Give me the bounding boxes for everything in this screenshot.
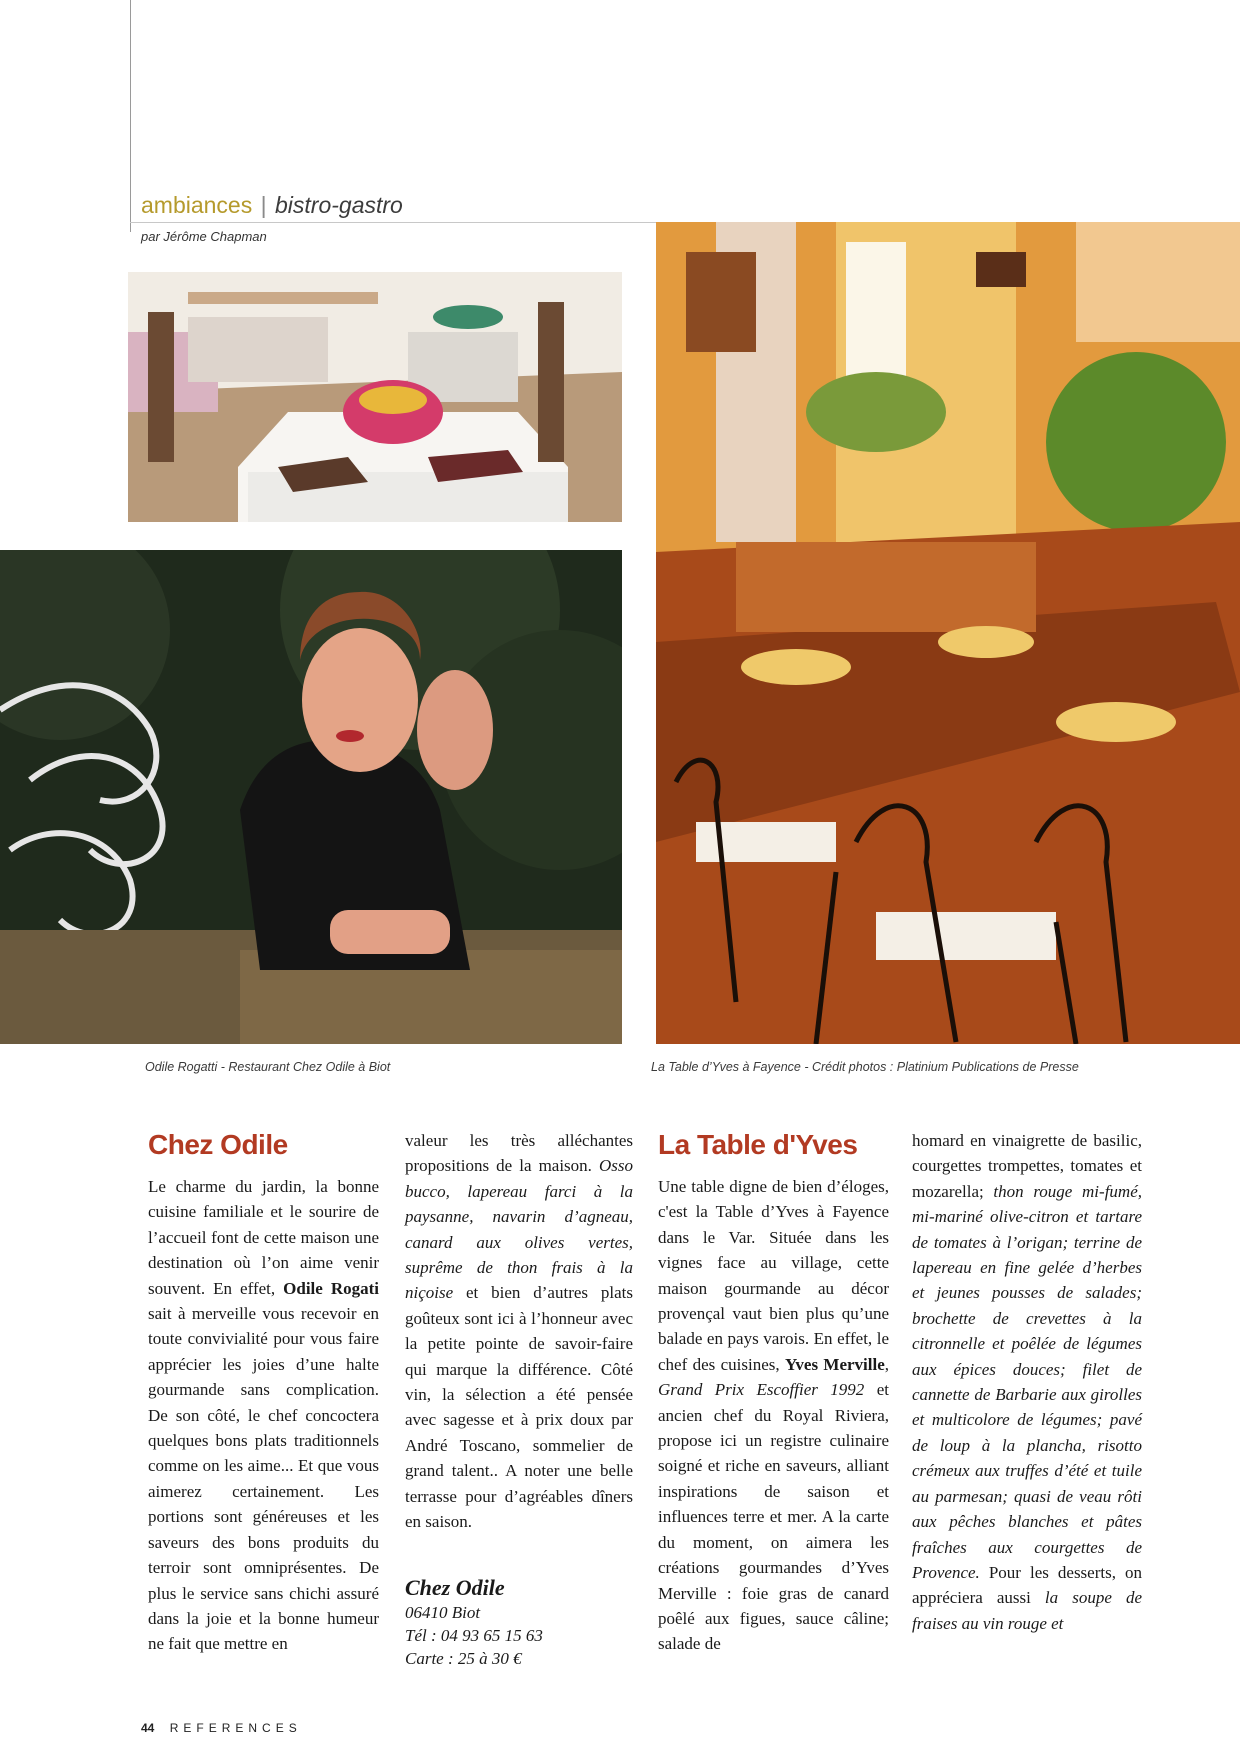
article-body: Le charme du jardin, la bonne cuisine familiale et le sourire de l’accueil font de cette maison une destination où l’on aime venir souvent. En effet, Odile Rogati sait à merveille vous recevoir en toute convivialité pour vous faire apprécier les joies d’une halte gourmande sans complication. De son côté, le chef concoctera quelques bons plats traditionnels comme on les aime... Et que vous aimerez certainement. Les portions sont généreuses et les saveurs des bons produits du terroir sont omniprésentes. De plus le service sans chichi assuré dans la joie et la bonne humeur ne fait que mettre en (148, 1177, 379, 1654)
address-name: Chez Odile (405, 1574, 505, 1600)
vertical-rule (130, 0, 131, 232)
caption-right: La Table d’Yves à Fayence - Crédit photos : Platinium Publications de Presse (651, 1060, 1079, 1074)
article-table-yves-col3 (658, 1128, 889, 1657)
article-table-yves-col4 (912, 1128, 1142, 1636)
article-chez-odile-col1 (148, 1128, 379, 1657)
address-city: 06410 Biot (405, 1602, 481, 1622)
rubric-separator: | (260, 192, 267, 218)
address-block (405, 1575, 633, 1670)
address-price: Carte : 25 à 30 € (405, 1648, 522, 1668)
address-phone: Tél : 04 93 65 15 63 (405, 1625, 543, 1645)
caption-left: Odile Rogatti - Restaurant Chez Odile à Biot (145, 1060, 391, 1074)
rubric-category: ambiances (141, 192, 253, 218)
photo-dining-room (128, 272, 622, 522)
article-chez-odile-col2 (405, 1128, 633, 1670)
magazine-name: REFERENCES (169, 1721, 302, 1735)
photo-table-yves (656, 222, 1240, 1044)
photo-portrait (0, 550, 622, 1044)
page-footer (141, 1721, 302, 1735)
rubric-subcategory: bistro-gastro (275, 192, 403, 218)
article-title-chez-odile: Chez Odile (148, 1129, 288, 1160)
article-title-table-yves: La Table d'Yves (658, 1129, 858, 1160)
section-rubric (141, 192, 403, 218)
article-body: valeur les très alléchantes propositions de la maison. Osso bucco, lapereau farci à la paysanne, navarin d’agneau, canard aux olives vertes, suprême de thon frais à la niçoise et bien d’autres plats goûteux sont ici à l’honneur avec la petite pointe de savoir-faire qui marque la différence. Côté vin, la sélection a été pensée avec sagesse et à prix doux par André Toscano, sommelier de grand talent.. A noter une belle terrasse pour d’agréables dîners en saison. (405, 1131, 633, 1532)
article-body: Une table digne de bien d’éloges, c'est la Table d’Yves à Fayence dans le Var. Située dans les vignes face au village, cette maison gourmande au décor provençal vaut bien plus qu’une balade en pays varois. En effet, le chef des cuisines, Yves Merville, Grand Prix Escoffier 1992 et ancien chef du Royal Riviera, propose ici un registre culinaire soigné et riche en saveurs, alliant inspirations de saison et influences terre et mer. A la carte du moment, on aimera les créations gourmandes d’Yves Merville : foie gras de canard poêlé aux figues, sauce câline; salade de (658, 1177, 890, 1654)
article-body: homard en vinaigrette de basilic, courgettes trompettes, tomates et mozarella; thon rouge mi-fumé, mi-mariné olive-citron et tartare de tomates à l’origan; terrine de lapereau en fine gelée d’herbes et jeunes pousses de salades; brochette de crevettes à la citronnelle et poêlée de légumes aux épices douces; filet de cannette de Barbarie aux girolles et multicolore de légumes; pavé de loup à la plancha, risotto crémeux aux truffes d’été et tuile au parmesan; quasi de veau rôti aux pêches blanches et pâtes fraîches aux courgettes de Provence. Pour les desserts, on appréciera aussi la soupe de fraises au vin rouge et (912, 1131, 1142, 1633)
byline: par Jérôme Chapman (141, 229, 267, 244)
page-number: 44 (141, 1721, 155, 1735)
